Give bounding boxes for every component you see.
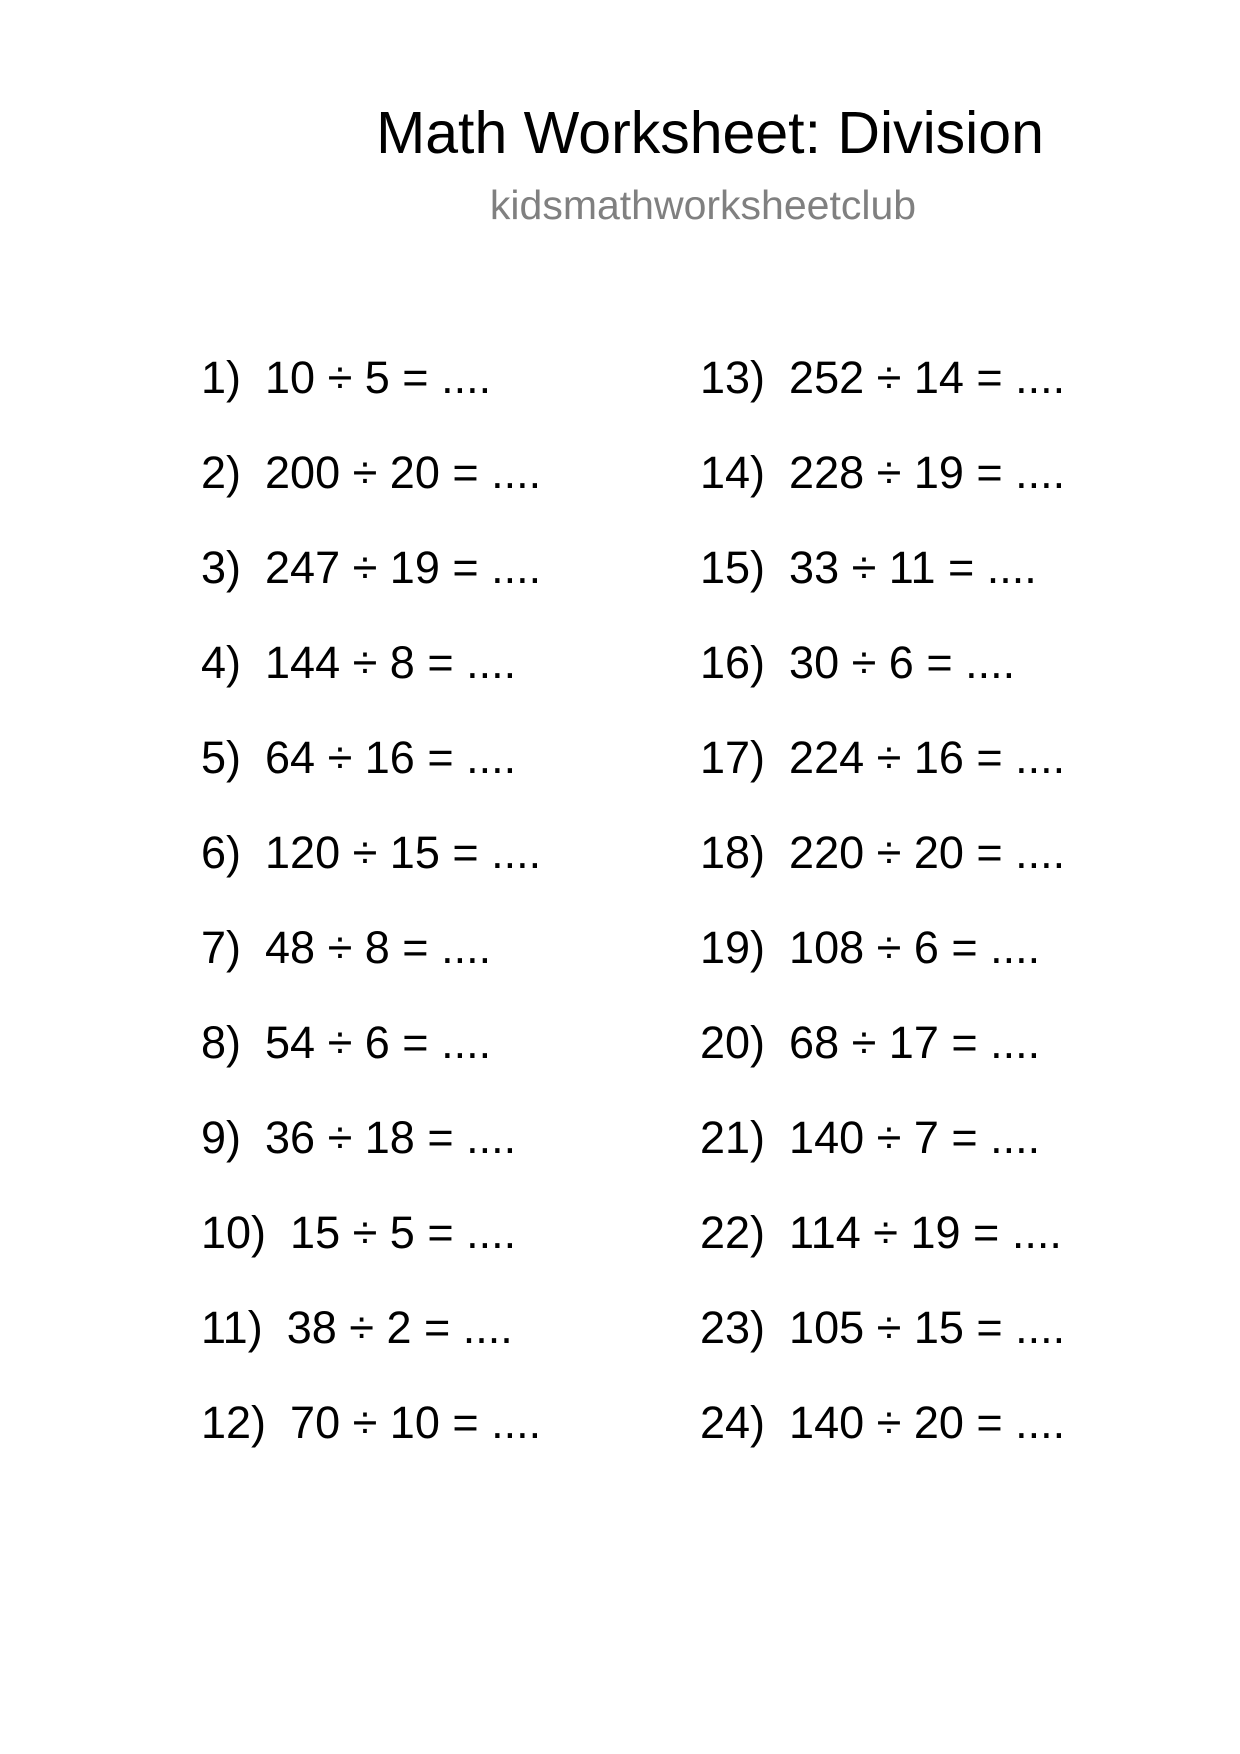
problem-item [201,447,541,542]
problem-expression: 220 ÷ 20 = .... [789,827,1066,878]
problem-number: 15) [700,542,766,593]
problem-expression: 252 ÷ 14 = .... [789,352,1066,403]
problem-item [201,1017,541,1112]
problem-number: 24) [700,1397,766,1448]
problem-item [201,637,541,732]
problem-number: 16) [700,637,766,688]
problem-number: 1) [201,352,242,403]
problem-number: 6) [201,827,242,878]
problem-expression: 68 ÷ 17 = .... [789,1017,1041,1068]
problem-item [201,1207,541,1302]
problem-number: 2) [201,447,242,498]
problem-number: 10) [201,1207,267,1258]
problem-number: 14) [700,447,766,498]
problem-expression: 120 ÷ 15 = .... [265,827,542,878]
page-subtitle: kidsmathworksheetclub [489,182,917,228]
problem-number: 23) [700,1302,766,1353]
problem-number: 3) [201,542,242,593]
problem-number: 8) [201,1017,242,1068]
problem-expression: 30 ÷ 6 = .... [789,637,1016,688]
problem-expression: 108 ÷ 6 = .... [789,922,1041,973]
problem-item [201,352,541,447]
problem-expression: 140 ÷ 7 = .... [789,1112,1041,1163]
problem-expression: 33 ÷ 11 = .... [789,542,1037,593]
problem-item [700,447,1065,542]
problem-expression: 114 ÷ 19 = .... [789,1207,1062,1258]
problem-expression: 15 ÷ 5 = .... [290,1207,517,1258]
problem-expression: 144 ÷ 8 = .... [265,637,517,688]
problem-number: 22) [700,1207,766,1258]
problem-expression: 228 ÷ 19 = .... [789,447,1066,498]
problem-number: 13) [700,352,766,403]
problem-item [201,1112,541,1207]
problem-expression: 36 ÷ 18 = .... [265,1112,517,1163]
problem-item [700,1017,1065,1112]
problem-item [700,1207,1065,1302]
problem-item [700,1397,1065,1492]
problem-expression: 70 ÷ 10 = .... [290,1397,542,1448]
problem-expression: 224 ÷ 16 = .... [789,732,1066,783]
problem-expression: 247 ÷ 19 = .... [265,542,542,593]
problem-item [700,542,1065,637]
problem-number: 9) [201,1112,242,1163]
problem-expression: 38 ÷ 2 = .... [286,1302,513,1353]
problem-expression: 200 ÷ 20 = .... [265,447,542,498]
problem-item [700,732,1065,827]
problem-item [201,1302,541,1397]
page-title: Math Worksheet: Division [376,100,1044,166]
problem-number: 18) [700,827,766,878]
problem-number: 19) [700,922,766,973]
problem-item [700,922,1065,1017]
problem-number: 4) [201,637,242,688]
problem-expression: 10 ÷ 5 = .... [265,352,492,403]
problem-item [201,922,541,1017]
problem-number: 5) [201,732,242,783]
problem-expression: 140 ÷ 20 = .... [789,1397,1066,1448]
problem-number: 7) [201,922,242,973]
problem-number: 20) [700,1017,766,1068]
problem-item [700,637,1065,732]
problem-item [700,352,1065,447]
problems-left-column [201,352,541,1492]
problem-expression: 105 ÷ 15 = .... [789,1302,1066,1353]
problem-number: 17) [700,732,766,783]
problem-expression: 48 ÷ 8 = .... [265,922,492,973]
problem-item [201,827,541,922]
problem-expression: 54 ÷ 6 = .... [265,1017,492,1068]
problem-number: 12) [201,1397,267,1448]
problem-item [700,827,1065,922]
problem-item [201,542,541,637]
problem-number: 11) [201,1302,263,1353]
problem-item [700,1112,1065,1207]
problem-item [700,1302,1065,1397]
problem-number: 21) [700,1112,766,1163]
problems-right-column [700,352,1065,1492]
problem-item [201,732,541,827]
problem-item [201,1397,541,1492]
problem-expression: 64 ÷ 16 = .... [265,732,517,783]
